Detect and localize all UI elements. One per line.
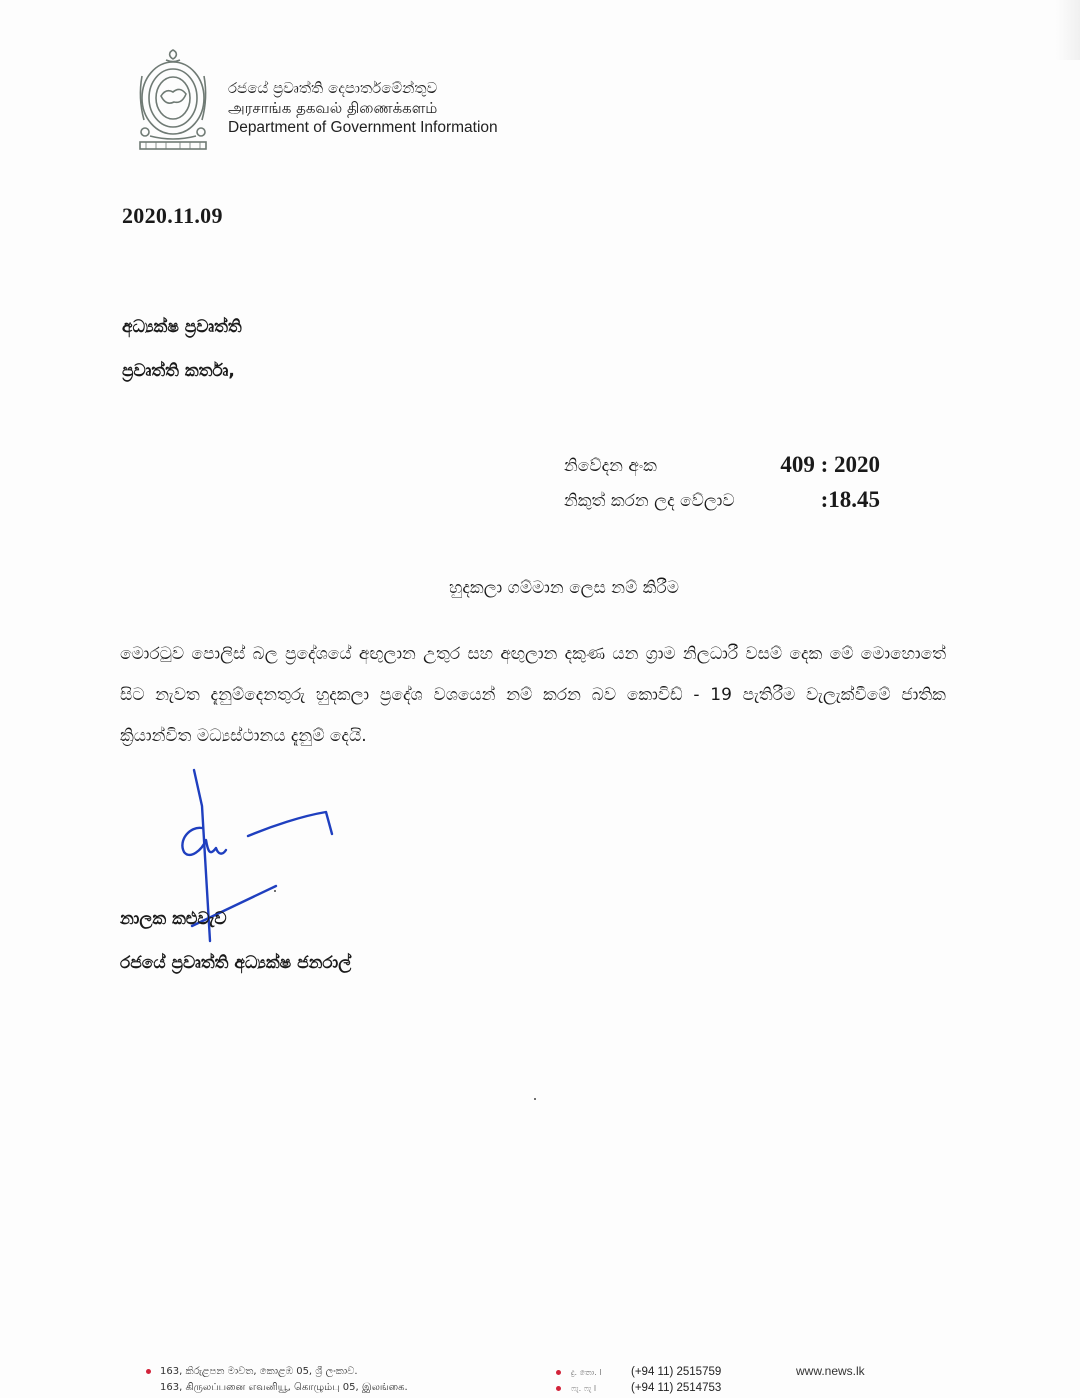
department-name-sinhala: රජයේ ප්‍රවෘත්ති දෙපාර්තමේන්තුව	[228, 79, 438, 97]
footer-phone-row	[556, 1364, 721, 1380]
footer-fax-row	[556, 1380, 721, 1396]
bullet-icon	[146, 1369, 151, 1374]
signer-name: නාලක කළුවැව	[120, 909, 227, 929]
release-heading-text: හුදකලා ගම්මාන ලෙස නම් කිරීම	[448, 578, 679, 598]
sri-lanka-emblem-icon	[136, 46, 210, 152]
ink-speck	[274, 890, 276, 892]
release-date: 2020.11.09	[122, 203, 223, 228]
footer-address-tamil: 163, கிருலப்பனை எவனியூ, கொழும்பு 05, இலங்கை.	[160, 1382, 408, 1393]
release-body: මොරටුව පොලිස් බල ප්‍රදේශයේ අඟුලාන උතුර සහ අඟුලාන දකුණ යන ග්‍රාම නිලධාරී වසම් දෙක මේ මොහොතේ සිට නැවත දැනුම්දෙනතුරු හුදකලා ප්‍රදේශ වශයෙන් නම් කරන බව කොවිඩ් - 19 පැතිරීම වැලැක්වීමේ ජාතික ක්‍රියාන්විත මධ්‍යස්ථානය දැනුම් දෙයි.	[120, 644, 946, 746]
department-name-tamil: அரசாங்க தகவல் திணைக்களம்	[228, 99, 438, 117]
footer-website: www.news.lk	[796, 1364, 865, 1378]
recipients-block	[122, 312, 242, 400]
footer-contact	[556, 1364, 721, 1396]
bullet-icon	[556, 1370, 561, 1375]
footer-address	[160, 1364, 408, 1396]
signer-title: රජයේ ප්‍රවෘත්ති අධ්‍යක්ෂ ජනරාල්	[120, 953, 352, 973]
ink-speck	[534, 1098, 536, 1100]
bullet-icon	[556, 1386, 561, 1391]
signer-block	[120, 904, 351, 992]
recipient-line: අධ්‍යක්ෂ ප්‍රවෘත්ති	[122, 317, 242, 337]
footer-address-sinhala: 163, කිරුළපන මාවත, කොළඹ 05, ශ්‍රී ලංකාව.	[160, 1366, 358, 1377]
release-number-label: නිවේදන අංක	[564, 456, 657, 476]
footer-fax: (+94 11) 2514753	[631, 1382, 722, 1394]
department-name-block	[228, 78, 498, 138]
release-time-value: :18.45	[820, 487, 880, 512]
release-number-value: 409 : 2020	[780, 452, 880, 477]
release-meta	[564, 452, 884, 522]
fax-tag: ෆැ. ෆැ l	[571, 1384, 597, 1393]
recipient-line: ප්‍රවෘත්ති කර්තෘ,	[122, 361, 235, 381]
release-time-label: නිකුත් කරන ලද වේලාව	[564, 491, 735, 511]
release-number-row	[564, 452, 884, 487]
footer-phone: (+94 11) 2515759	[631, 1366, 722, 1378]
release-time-row	[564, 487, 884, 522]
release-heading	[0, 578, 1080, 598]
phone-tag: දු. තො. l	[571, 1368, 602, 1377]
department-name-english: Department of Government Information	[228, 119, 498, 136]
scan-edge-shadow	[1056, 0, 1080, 60]
